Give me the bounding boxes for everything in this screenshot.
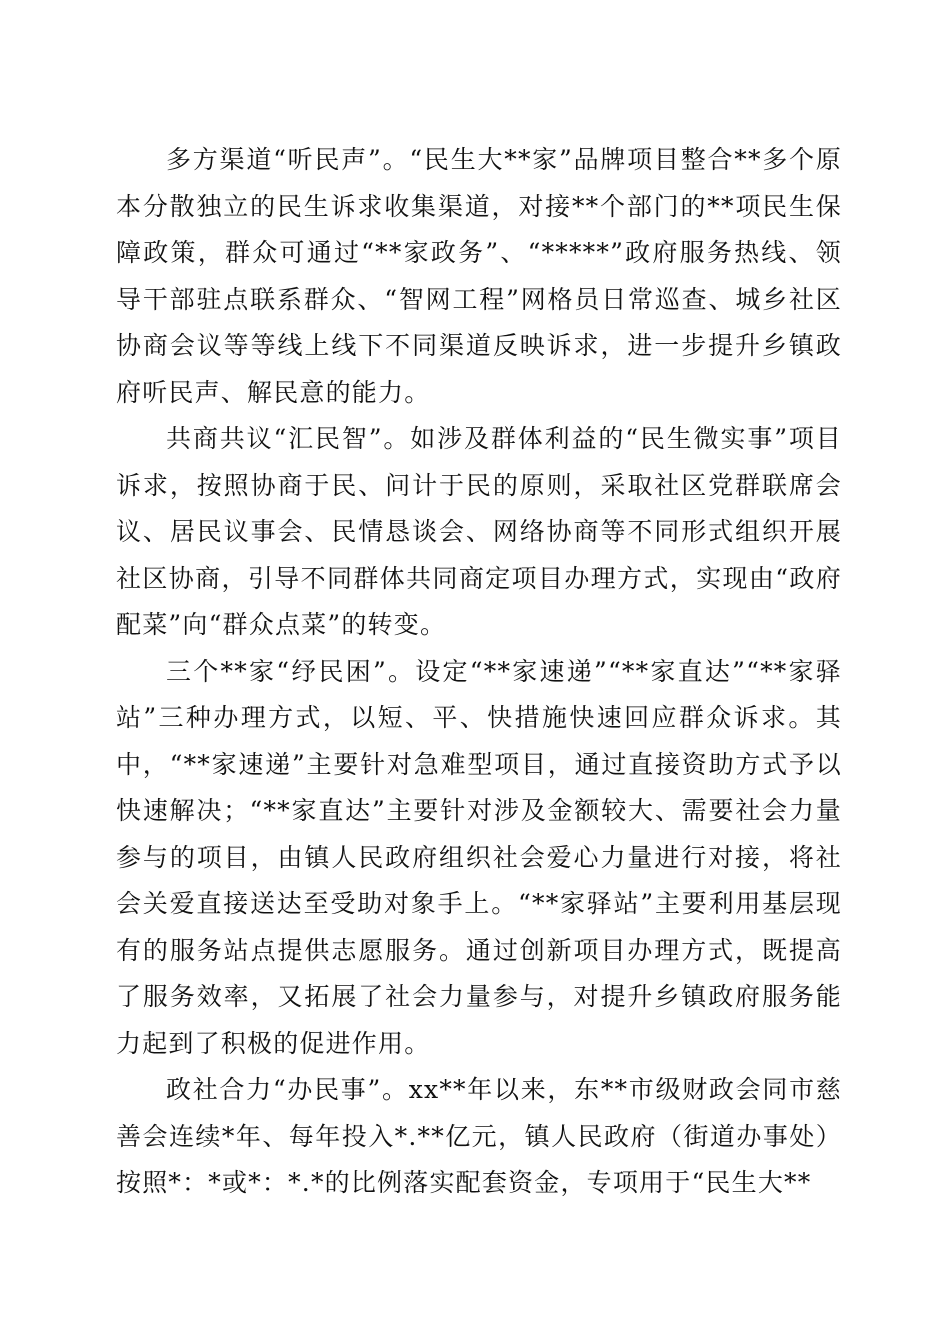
paragraph-gather-wisdom: 共商共议“汇民智”。如涉及群体利益的“民生微实事”项目诉求，按照协商于民、问计于民的原则，采取社区党群联席会议、居民议事会、民情恳谈会、网络协商等不同形式组织开展社区协商，引导不同群体共同商定项目办理方式，实现由“政府配菜”向“群众点菜”的转变。 — [116, 424, 842, 639]
paragraph-relieve-difficulties: 三个**家“纾民困”。设定“**家速递”“**家直达”“**家驿站”三种办理方式，以短、平、快措施快速回应群众诉求。其中，“**家速递”主要针对急难型项目，通过直接资助方式予以快速解决；“**家直达”主要针对涉及金额较大、需要社会力量参与的项目，由镇人民政府组织社会爱心力量进行对接，将社会关爱直接送达至受助对象手上。“**家驿站”主要利用基层现有的服务站点提供志愿服务。通过创新项目办理方式，既提高了服务效率，又拓展了社会力量参与，对提升乡镇政府服务能力起到了积极的促进作用。 — [116, 656, 842, 1058]
paragraph-listen-to-people: 多方渠道“听民声”。“民生大**家”品牌项目整合**多个原本分散独立的民生诉求收集渠道，对接**个部门的**项民生保障政策，群众可通过“**家政务”、“*****”政府服务热线、领导干部驻点联系群众、“智网工程”网格员日常巡查、城乡社区协商会议等等线上线下不同渠道反映诉求，进一步提升乡镇政府听民声、解民意的能力。 — [116, 145, 842, 407]
document-body — [116, 137, 842, 1207]
paragraph-handle-affairs: 政社合力“办民事”。xx**年以来，东**市级财政会同市慈善会连续*年、每年投入*.**亿元，镇人民政府（街道办事处）按照*：*或*：*.*的比例落实配套资金，专项用于“民生大** — [116, 1075, 842, 1197]
